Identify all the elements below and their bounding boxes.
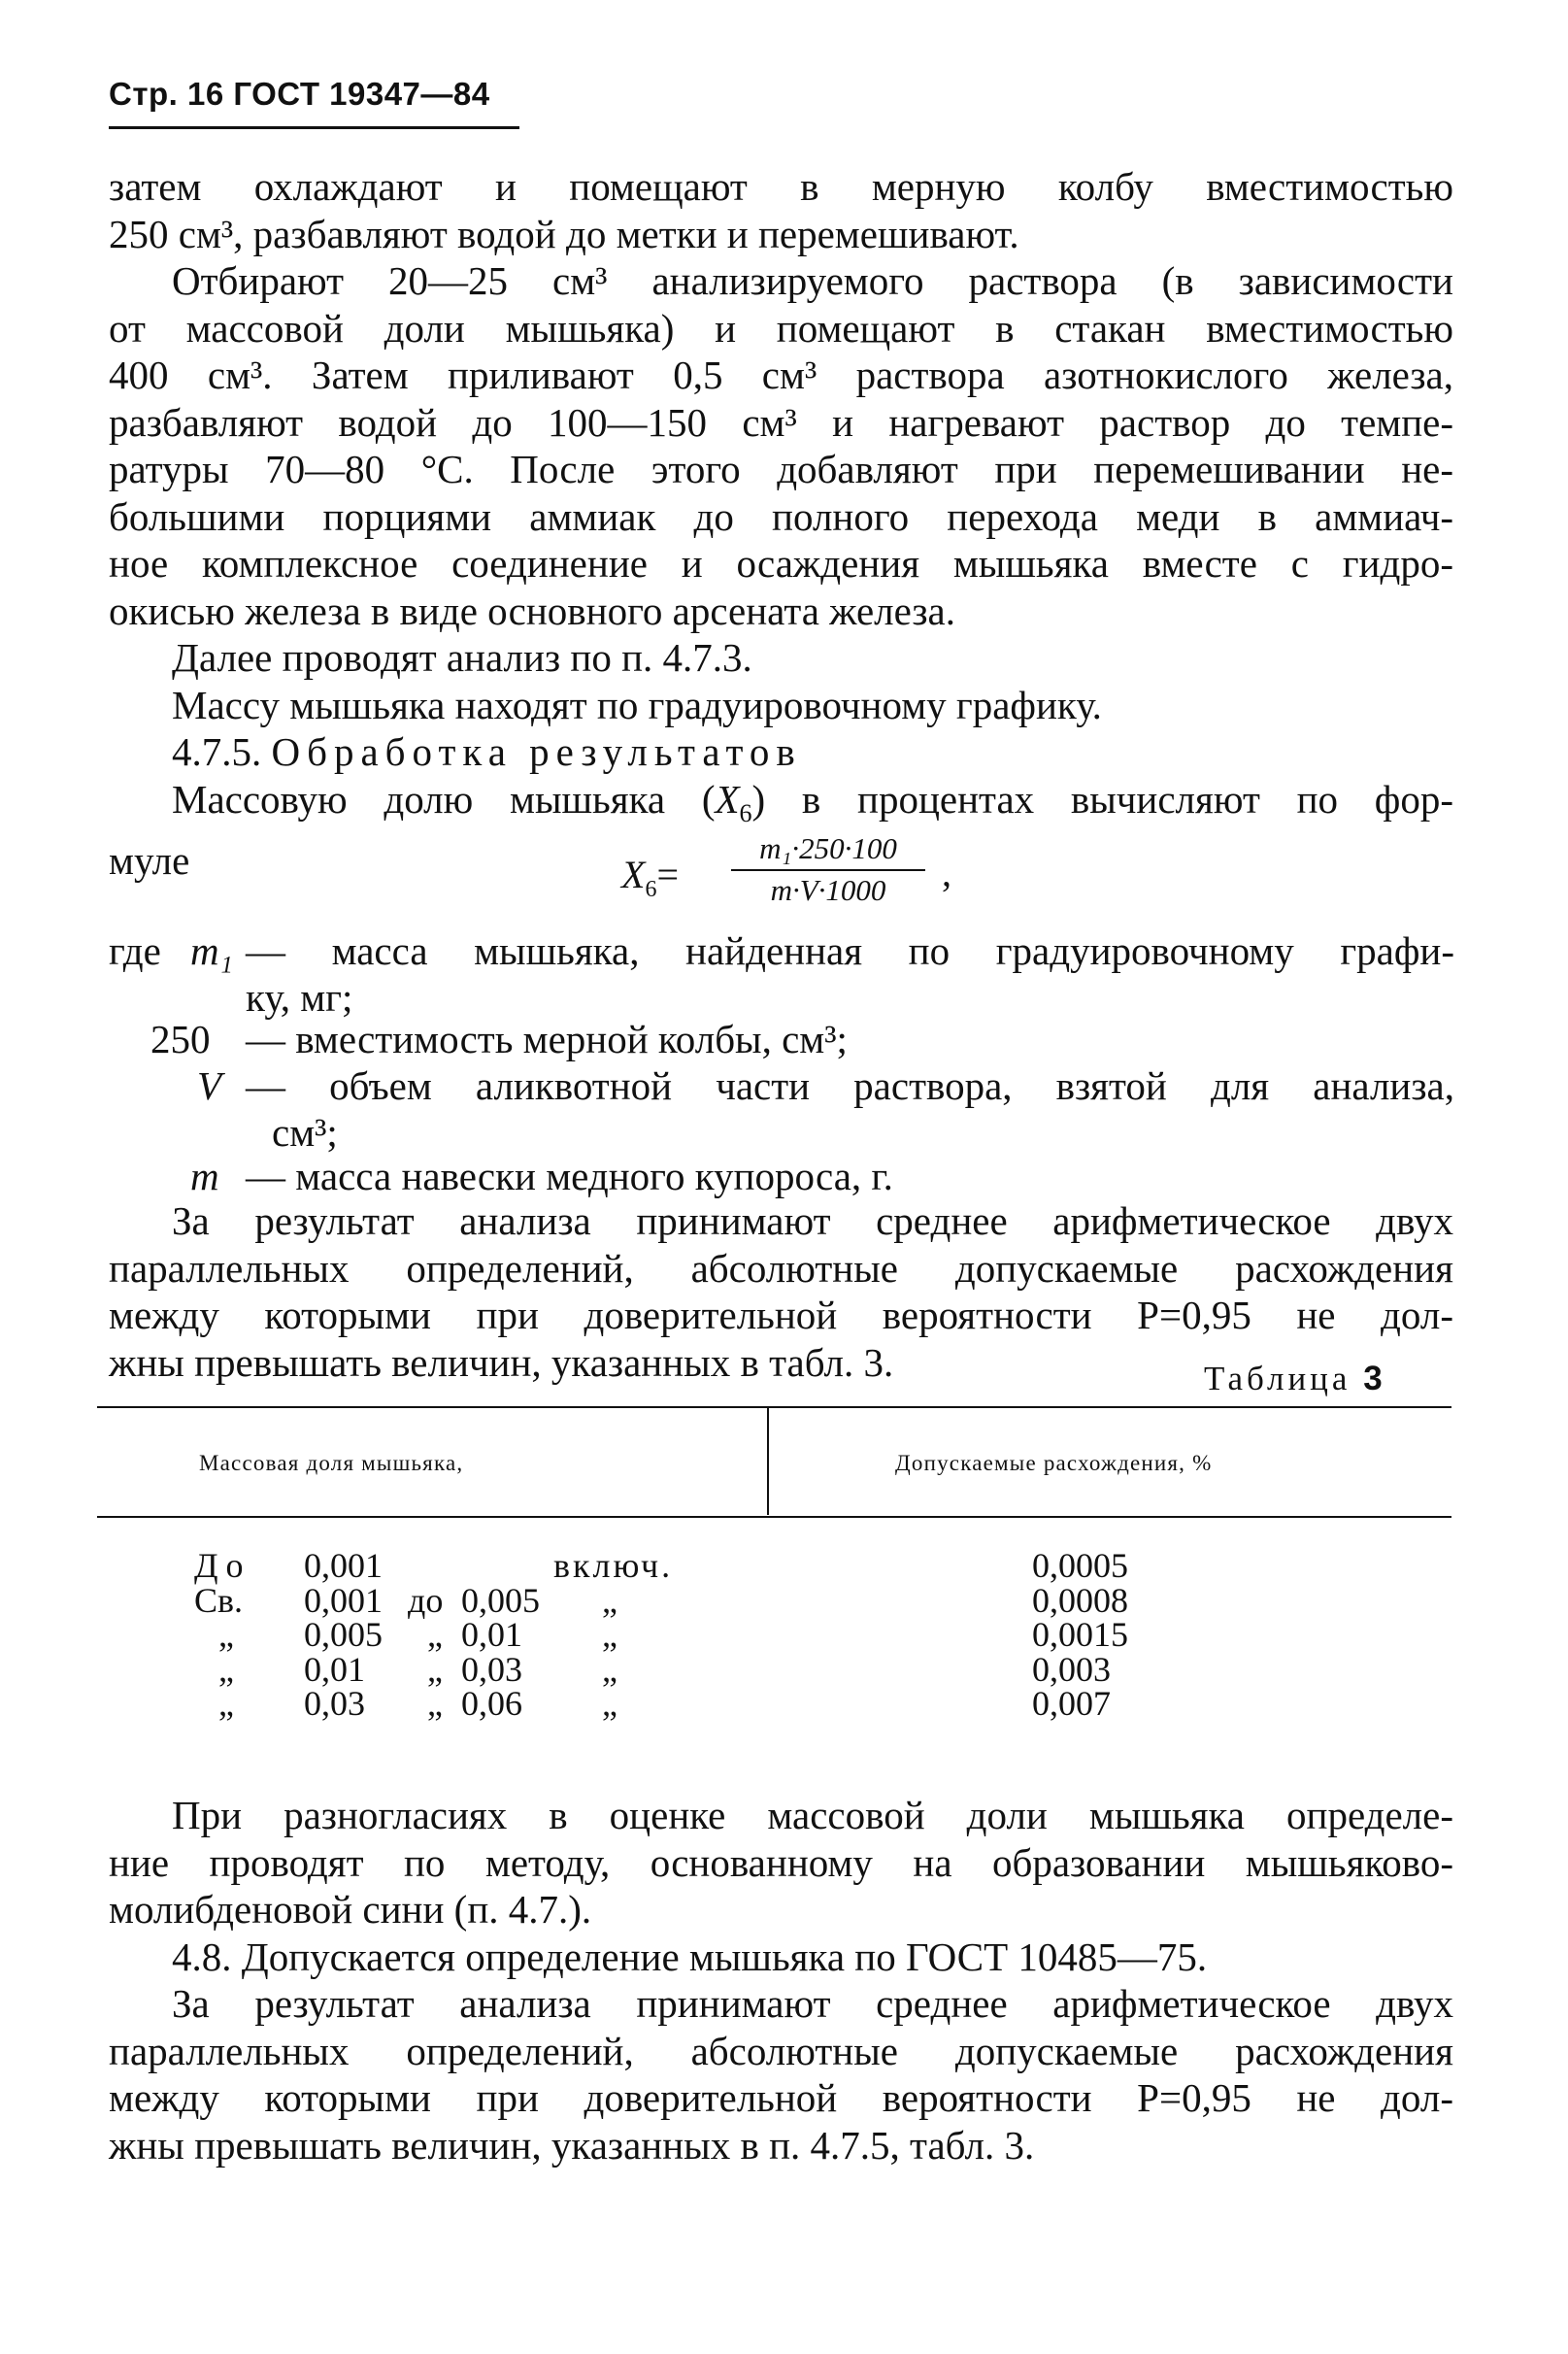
table-header-rule [97,1516,1451,1518]
formula-numerator: m₁·250·100 [759,831,897,865]
text-line: 400 см³. Затем приливают 0,5 см³ раствора азотнокислого железа, [109,353,1453,397]
fraction-bar [731,869,925,871]
text-line: ние проводят по методу, основанному на образовании мышьяково- [109,1839,1453,1885]
text-line: разбавляют водой до 100—150 см³ и нагревают раствор до темпе- [109,399,1453,445]
text-line: окисью железа в виде основного арсената железа. [109,588,955,633]
table-cell: Св. [194,1580,244,1620]
table-cell: 0,001 [304,1580,383,1620]
text-line: параллельных определений, абсолютные допускаемые расхождения [109,2028,1453,2073]
table-cell: 0,03 [304,1684,365,1723]
table-cell: „ [602,1580,617,1620]
text-line: параллельных определений, абсолютные допускаемые расхождения [109,1245,1453,1291]
table-cell: 0,0005 [1032,1546,1128,1585]
table-cell: 0,0008 [1032,1580,1128,1620]
formula-comma: , [942,851,951,894]
table-cell: „ [427,1649,443,1689]
table-cell: 0,007 [1032,1684,1111,1723]
legend-m-text: — масса навески медного купороса, г. [246,1154,893,1198]
legend-symbol-250: 250 [150,1017,211,1061]
legend-symbol-V: V [197,1063,222,1108]
table-cell: 0,0015 [1032,1615,1128,1654]
table-cell: 0,001 [304,1546,383,1585]
table-cell: „ [602,1684,617,1723]
table-col-to [461,1549,540,1722]
legend-V-text: — объем аликвотной части раствора, взятой для анализа, [246,1063,1454,1108]
table-cell: До [194,1546,251,1585]
legend-where: где [109,928,161,973]
legend-V-text-cont: см³; [272,1110,338,1155]
text-block-top [109,163,1453,885]
text-line: Массу мышьяка находят по градуировочному графику. [172,682,1102,727]
page-header: Стр. 16 ГОСТ 19347—84 [109,76,490,112]
table-caption: Таблица 3 [1204,1360,1386,1397]
formula [621,830,990,918]
table-cell: „ [427,1615,443,1654]
text-line: жны превышать величин, указанных в п. 4.7.5, табл. 3. [109,2122,1035,2168]
text-line: Отбирают 20—25 см³ анализируемого раствора (в зависимости [172,258,1453,303]
text-block-bottom [109,1792,1453,2169]
formula-fraction [731,830,925,908]
table-col2-header: Допускаемые расхождения, % [895,1451,1213,1475]
table-cell: 0,03 [461,1649,522,1689]
text-line: молибденовой сини (п. 4.7.). [109,1887,592,1932]
table-top-rule [97,1406,1451,1408]
table-cell: „ [218,1684,234,1723]
table-col-values [1032,1546,1128,1723]
text-line: между которыми при доверительной вероятности P=0,95 не дол- [109,2075,1453,2120]
text-line: За результат анализа принимают среднее арифметическое двух [172,1981,1453,2026]
table-col-sep [408,1549,443,1722]
table-col1-header: Массовая доля мышьяка, [199,1451,464,1475]
legend-symbol-m: m [190,1154,219,1198]
legend-250-text: — вместимость мерной колбы, см³; [246,1017,848,1061]
legend-m1-text-cont: ку, мг; [246,975,353,1020]
text-block-result [109,1197,1453,1386]
text-line: 4.8. Допускается определение мышьяка по ГОСТ 10485—75. [172,1934,1208,1979]
table-cell: 0,005 [461,1580,540,1620]
table-cell: „ [602,1649,617,1689]
table-cell [461,1549,540,1584]
table-col-suffix [553,1546,674,1723]
text-line: муле [109,838,190,884]
text-line: затем охлаждают и помещают в мерную колбу вместимостью [109,164,1453,209]
table-column-divider [767,1408,769,1515]
formula-lhs: $X_6=$ [621,853,679,902]
table-cell: „ [602,1615,617,1654]
table-cell: 0,01 [304,1649,365,1689]
text-line: Массовую долю мышьяка $(X_6)$ в процентах вычисляют по фор- [172,776,1453,827]
text-line: ратуры 70—80 °С. После этого добавляют при перемешивании не- [109,447,1453,491]
table-col-prefix [194,1546,251,1723]
header-rule [109,126,519,129]
table-cell: „ [427,1684,443,1723]
text-line: ное комплексное соединение и осаждения мышьяка вместе с гидро- [109,541,1453,586]
text-line: Далее проводят анализ по п. 4.7.3. [172,635,752,680]
table-cell: 0,01 [461,1615,522,1654]
text-line: жны превышать величин, указанных в табл. 3. [109,1339,894,1385]
text-line: между которыми при доверительной вероятности P=0,95 не дол- [109,1293,1453,1337]
formula-denominator: m·V·1000 [770,873,886,907]
text-line: При разногласиях в оценке массовой доли мышьяка определе- [172,1793,1453,1837]
table-cell: 0,06 [461,1684,522,1723]
section-number: 4.7.5. [172,729,262,774]
table-cell [408,1549,443,1584]
text-line: большими порциями аммиак до полного перехода меди в аммиач- [109,493,1453,539]
table-col-from [304,1546,383,1723]
table-cell: включ. [553,1546,674,1585]
table-cell: „ [218,1615,234,1654]
legend-m1-text: — масса мышьяка, найденная по градуировочному графи- [246,928,1454,973]
legend-symbol-m1: m₁ [190,928,233,973]
text-line: от массовой доли мышьяка) и помещают в стакан вместимостью [109,305,1453,351]
text-line: За результат анализа принимают среднее арифметическое двух [172,1198,1453,1243]
text-line: 250 см³, разбавляют водой до метки и перемешивают. [109,211,1019,256]
section-title: Обработка результатов [271,729,802,774]
table-cell: 0,005 [304,1615,383,1654]
section-heading [109,728,1453,776]
table-cell: 0,003 [1032,1649,1111,1689]
table-cell: до [408,1580,444,1620]
table-cell: „ [218,1649,234,1689]
